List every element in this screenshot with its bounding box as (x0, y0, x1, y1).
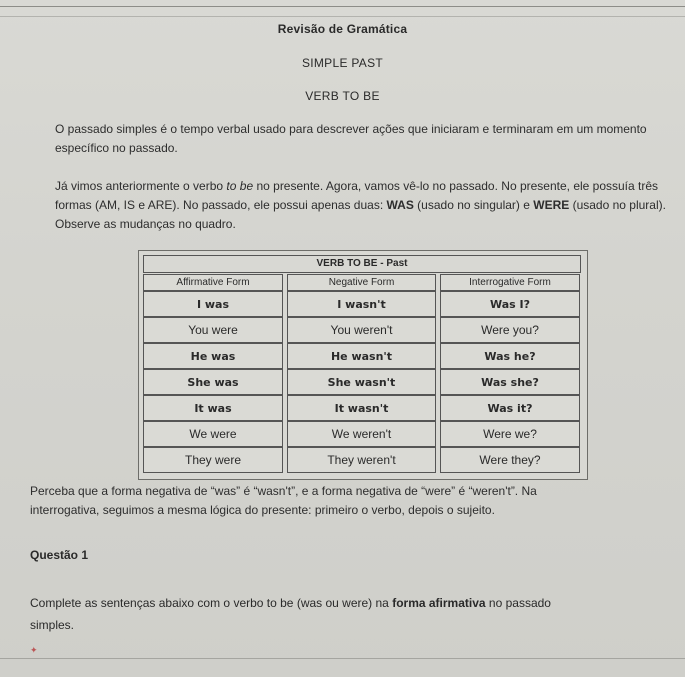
table-cell: She wasn't (287, 369, 436, 395)
table-cell: Was it? (440, 395, 580, 421)
bottom-rule (0, 658, 685, 659)
header-affirmative: Affirmative Form (143, 274, 283, 291)
subtopic-heading: VERB TO BE (305, 89, 380, 103)
table-cell: Were they? (440, 447, 580, 473)
table-cell: We weren't (287, 421, 436, 447)
page-title: Revisão de Gramática (277, 22, 408, 36)
top-rule (0, 6, 685, 7)
question-line-2: simples. (30, 618, 75, 632)
table-cell: They weren't (287, 447, 436, 473)
question-text-b: no passado (485, 596, 551, 610)
p2-emphasis: to be (226, 179, 254, 193)
negative-column (287, 274, 436, 474)
interrogative-column (440, 274, 580, 474)
table-cell: She was (143, 369, 283, 395)
note-line-2: interrogativa, seguimos a mesma lógica do presente: primeiro o verbo, depois o sujeito. (30, 503, 495, 517)
table-cell: Was he? (440, 343, 580, 369)
intro-paragraph-2 (55, 177, 680, 234)
table-cell: He wasn't (287, 343, 436, 369)
intro-paragraph-1: O passado simples é o tempo verbal usado para descrever ações que iniciaram e terminaram em um momento específico no passado. (55, 122, 647, 155)
table-cell: He was (143, 343, 283, 369)
p2-text-b: no presente. Agora, vamos vê-lo no passado. No presente, ele possuía três formas (AM, IS e ARE). No passado, ele possui apenas duas: (55, 179, 659, 212)
question-line-1 (30, 592, 685, 614)
table-cell: Were we? (440, 421, 580, 447)
note-line-1: Perceba que a forma negativa de “was” é “wasn't”, e a forma negativa de “were” é “weren't”. Na (30, 484, 537, 498)
p2-text-c: (usado no singular) e (413, 198, 534, 212)
table-cell: Was I? (440, 291, 580, 317)
table-cell: It was (143, 395, 283, 421)
pen-mark-icon: ✦ (30, 645, 38, 655)
question-instructions (30, 592, 685, 636)
p2-text-a: Já vimos anteriormente o verbo (55, 179, 227, 193)
table-cell: It wasn't (287, 395, 436, 421)
table-title: VERB TO BE - Past (143, 255, 581, 273)
p2-text-d: (usado no plural). Observe as mudanças no quadro. (55, 198, 666, 231)
p2-was: WAS (386, 198, 414, 212)
verb-table (138, 250, 588, 480)
table-cell: They were (143, 447, 283, 473)
topic-heading: SIMPLE PAST (301, 56, 384, 70)
table-cell: We were (143, 421, 283, 447)
table-cell: Were you? (440, 317, 580, 343)
table-cell: Was she? (440, 369, 580, 395)
question-title: Questão 1 (30, 548, 89, 562)
header-negative: Negative Form (287, 274, 436, 291)
question-text-a: Complete as sentenças abaixo com o verbo to be (was ou were) na (30, 596, 393, 610)
table-cell: You weren't (287, 317, 436, 343)
affirmative-column (143, 274, 283, 474)
table-cell: I was (143, 291, 283, 317)
p2-were: WERE (533, 198, 570, 212)
table-cell: I wasn't (287, 291, 436, 317)
table-cell: You were (143, 317, 283, 343)
top-rule-secondary (0, 16, 685, 17)
question-text-bold: forma afirmativa (392, 596, 486, 610)
header-interrogative: Interrogative Form (440, 274, 580, 291)
note-paragraph (30, 482, 685, 520)
